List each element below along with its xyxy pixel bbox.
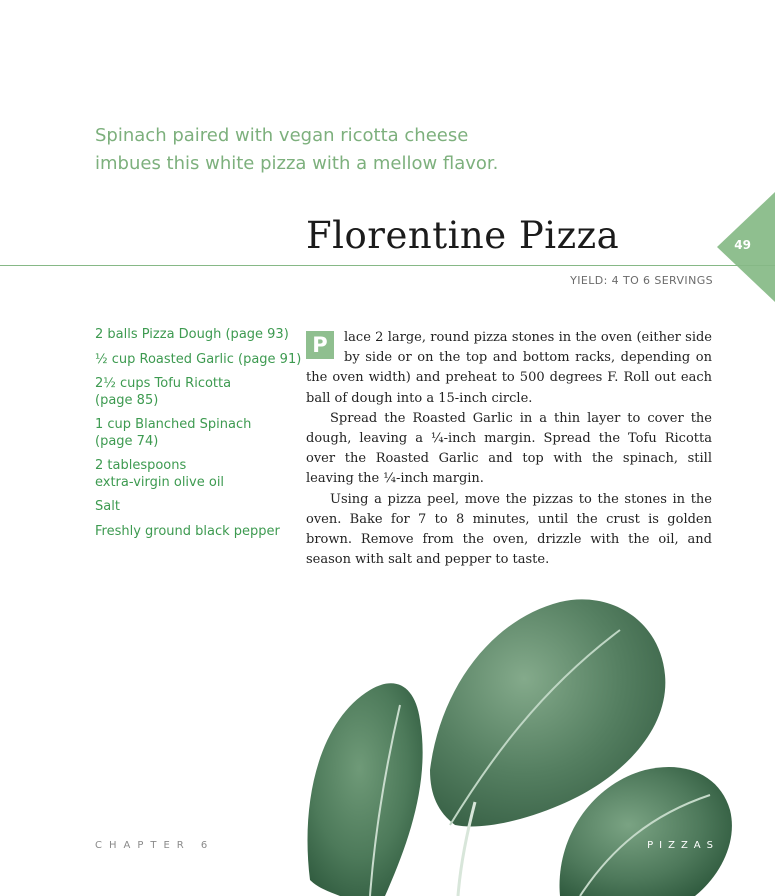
spinach-leaf-left — [308, 683, 423, 896]
drop-cap: P — [306, 331, 334, 359]
recipe-directions — [306, 328, 712, 570]
ingredient-line: Salt — [95, 499, 120, 514]
recipe-title: Florentine Pizza — [306, 214, 620, 257]
intro-blurb — [95, 122, 515, 178]
ingredient-item — [95, 327, 295, 344]
footer-chapter: CHAPTER 6 — [95, 840, 215, 851]
intro-line-2: imbues this white pizza with a mellow flavor. — [95, 153, 499, 174]
intro-line-1: Spinach paired with vegan ricotta cheese — [95, 125, 469, 146]
ingredient-item — [95, 376, 295, 409]
page-number: 49 — [734, 238, 751, 252]
ingredient-list — [95, 327, 302, 548]
ingredient-line: (page 85) — [95, 392, 159, 408]
direction-text-1: lace 2 large, round pizza stones in the oven (either side by side or on the top and bottom racks, depending on the oven width) and preheat to 500 degrees F. Roll out each ball of dough into a 15-inch circle. — [306, 330, 712, 406]
ingredient-line: extra-virgin olive oil — [95, 474, 225, 490]
ingredient-line: 2½ cups Tofu Ricotta — [95, 376, 232, 391]
ingredient-line: (page 74) — [95, 433, 159, 449]
ingredient-item — [95, 458, 295, 491]
ingredient-line: ½ cup Roasted Garlic (page 91) — [95, 351, 302, 367]
direction-paragraph-1 — [306, 328, 712, 409]
footer-section: PIZZAS — [647, 840, 719, 851]
ingredient-item — [95, 499, 295, 516]
direction-paragraph-3: Using a pizza peel, move the pizzas to the stones in the oven. Bake for 7 to 8 minutes, until the crust is golden brown. Remove from the oven, drizzle with the oil, and season with salt and pepper to taste. — [306, 491, 712, 568]
ingredient-line: 2 balls Pizza Dough (page 93) — [95, 327, 289, 342]
ingredient-line: 2 tablespoons — [95, 458, 187, 473]
ingredient-item — [95, 417, 295, 450]
ingredient-line: Freshly ground black pepper — [95, 523, 280, 539]
title-rule — [0, 265, 775, 266]
ingredient-line: 1 cup Blanched Spinach — [95, 417, 252, 432]
recipe-yield: YIELD: 4 TO 6 SERVINGS — [570, 274, 713, 287]
direction-paragraph-2: Spread the Roasted Garlic in a thin layer to cover the dough, leaving a ¼-inch margin. Spread the Tofu Ricotta over the Roasted Garlic and top with the spinach, still leaving the ¼-inch margin. — [306, 410, 712, 487]
ingredient-item — [95, 351, 302, 369]
ingredient-item — [95, 524, 295, 541]
